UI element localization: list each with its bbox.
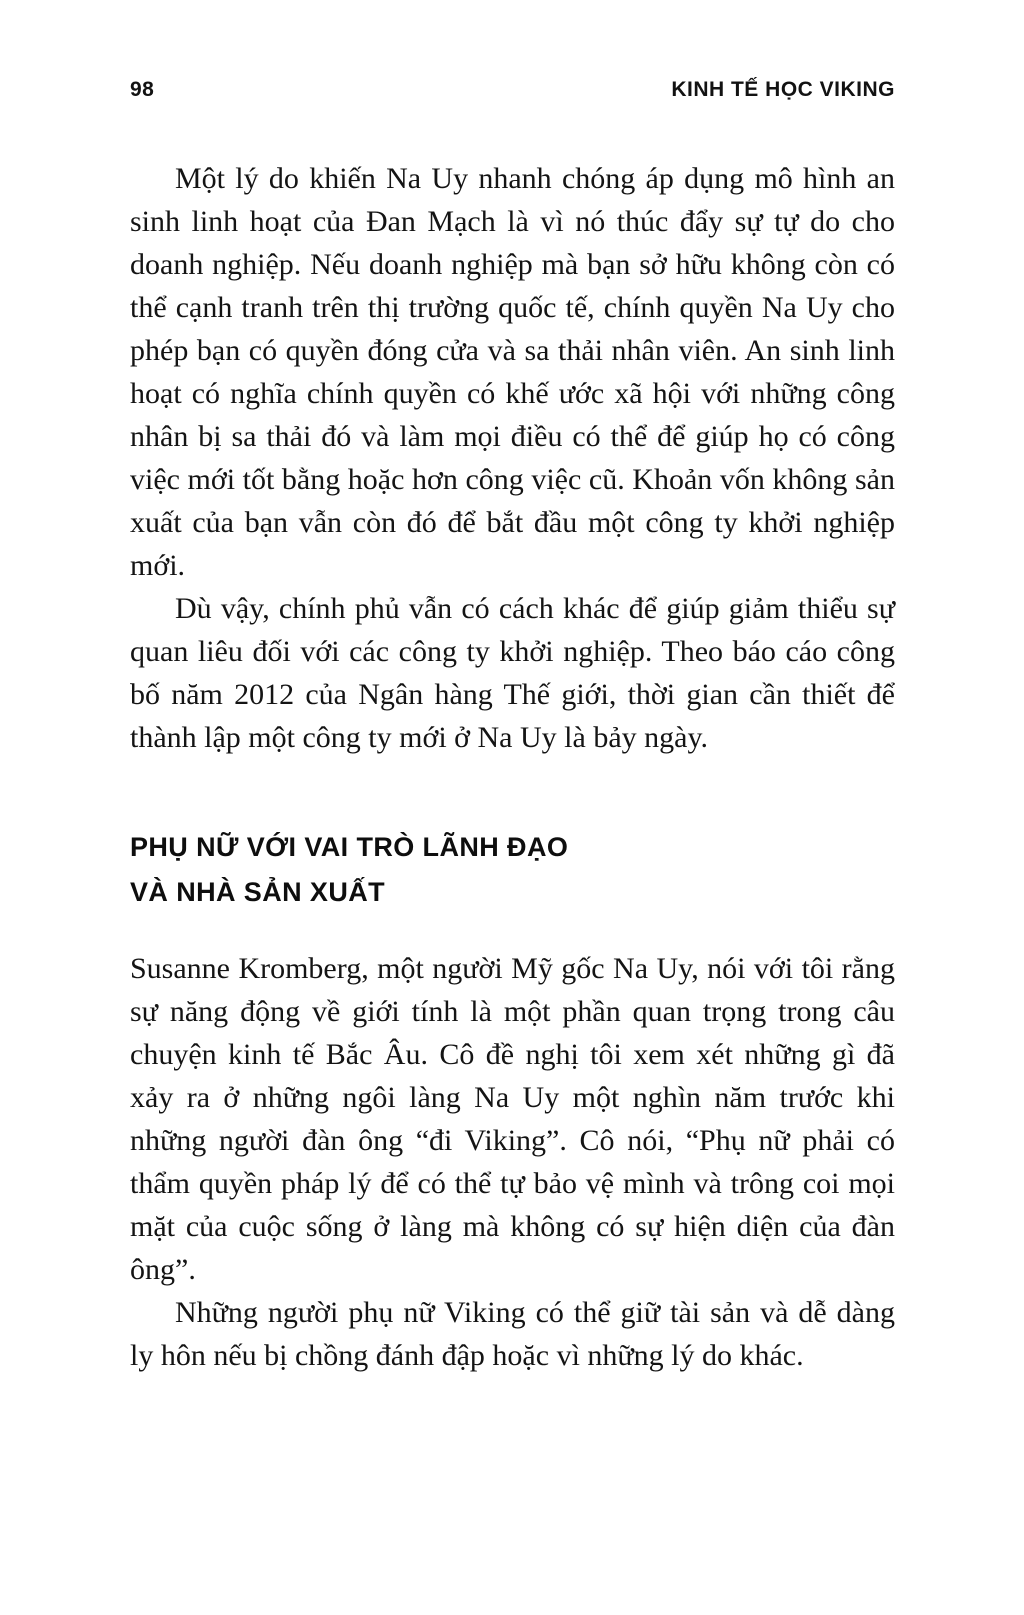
paragraph: Dù vậy, chính phủ vẫn có cách khác để giúp giảm thiểu sự quan liêu đối với các công ty khởi nghiệp. Theo báo cáo công bố năm 2012 của Ngân hàng Thế giới, thời gian cần thiết để thành lập một công ty mới ở Na Uy là bảy ngày. [130, 592, 895, 754]
paragraph: Một lý do khiến Na Uy nhanh chóng áp dụng mô hình an sinh linh hoạt của Đan Mạch là vì nó thúc đẩy sự tự do cho doanh nghiệp. Nếu doanh nghiệp mà bạn sở hữu không còn có thể cạnh tranh trên thị trường quốc tế, chính quyền Na Uy cho phép bạn có quyền đóng cửa và sa thải nhân viên. An sinh linh hoạt có nghĩa chính quyền có khế ước xã hội với những công nhân bị sa thải đó và làm mọi điều có thể để giúp họ có công việc mới tốt bằng hoặc hơn công việc cũ. Khoản vốn không sản xuất của bạn vẫn còn đó để bắt đầu một công ty khởi nghiệp mới. [130, 162, 895, 582]
section-heading-line2: VÀ NHÀ SẢN XUẤT [130, 877, 386, 907]
running-header [130, 78, 895, 102]
page-number: 98 [130, 78, 155, 101]
paragraph: Những người phụ nữ Viking có thể giữ tài sản và dễ dàng ly hôn nếu bị chồng đánh đập hoặc vì những lý do khác. [130, 1296, 895, 1372]
section-heading-line1: PHỤ NỮ VỚI VAI TRÒ LÃNH ĐẠO [130, 832, 569, 862]
running-title: KINH TẾ HỌC VIKING [671, 78, 895, 101]
paragraph: Susanne Kromberg, một người Mỹ gốc Na Uy, nói với tôi rằng sự năng động về giới tính là một phần quan trọng trong câu chuyện kinh tế Bắc Âu. Cô đề nghị tôi xem xét những gì đã xảy ra ở những ngôi làng Na Uy một nghìn năm trước khi những người đàn ông “đi Viking”. Cô nói, “Phụ nữ phải có thẩm quyền pháp lý để có thể tự bảo vệ mình và trông coi mọi mặt của cuộc sống ở làng mà không có sự hiện diện của đàn ông”. [130, 952, 895, 1286]
article-body [130, 157, 895, 1377]
section-heading [130, 825, 895, 915]
